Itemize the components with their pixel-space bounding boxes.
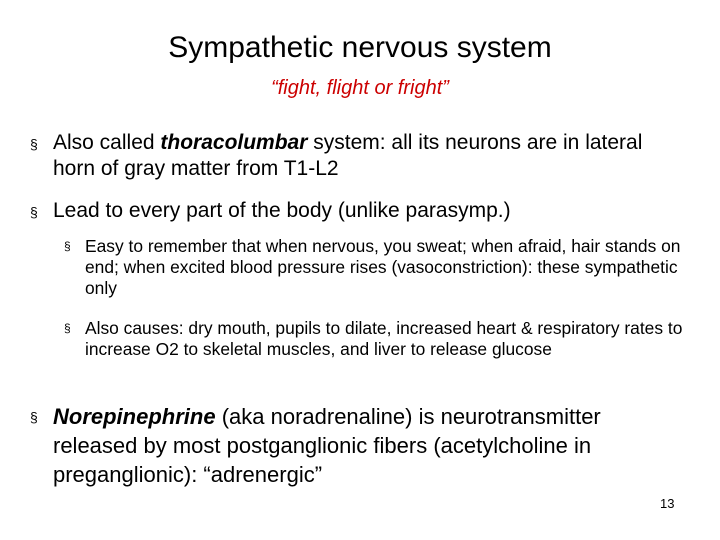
bullet-marker: §: [30, 136, 38, 152]
sub-bullet-text: Easy to remember that when nervous, you sweat; when afraid, hair stands on end; when excited blood pressure rises (vasoconstriction): these sympathetic only: [85, 236, 681, 298]
bullet-marker: §: [30, 409, 38, 425]
slide-title: Sympathetic nervous system: [168, 31, 552, 64]
bullet-emphasis: Norepinephrine: [53, 404, 216, 429]
bullet-body-parts: [30, 198, 690, 224]
sub-bullet-remember: [64, 236, 694, 299]
sub-bullet-also-causes: [64, 318, 694, 360]
bullet-text: Lead to every part of the body (unlike parasymp.): [53, 199, 511, 222]
slide-subtitle: “fight, flight or fright”: [271, 77, 449, 99]
bullet-text: system: all its neurons are in lateral horn of gray matter from T1-L2: [53, 131, 643, 180]
bullet-marker: §: [30, 204, 38, 220]
bullet-norepinephrine: [30, 402, 690, 489]
sub-bullet-text: Also causes: dry mouth, pupils to dilate, increased heart & respiratory rates to increase O2 to skeletal muscles, and liver to release glucose: [85, 318, 683, 359]
sub-bullet-marker: §: [64, 239, 71, 253]
page-number: 13: [660, 496, 675, 511]
bullet-text: (aka noradrenaline) is neurotransmitter released by most postganglionic fibers (acetylcholine in preganglionic): “adrenergic”: [53, 404, 601, 487]
bullet-thoracolumbar: [30, 130, 690, 182]
bullet-emphasis: thoracolumbar: [160, 131, 308, 154]
bullet-text: Also called: [53, 131, 161, 154]
sub-bullet-marker: §: [64, 321, 71, 335]
